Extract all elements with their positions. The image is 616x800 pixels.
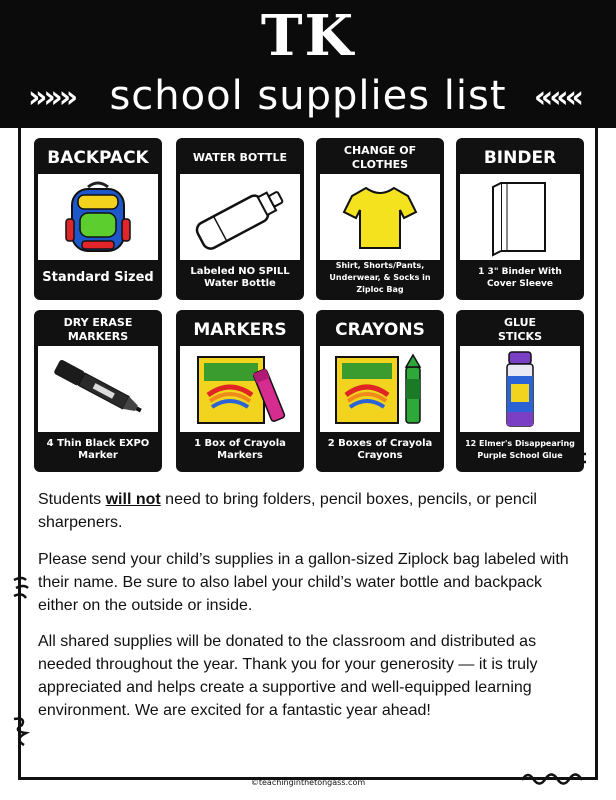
card-markers [176, 310, 304, 472]
paragraph-text: Students [38, 491, 106, 508]
card-caption: 1 3" Binder With Cover Sleeve [478, 267, 562, 289]
header-banner [0, 0, 616, 128]
card-water-bottle [176, 138, 304, 300]
card-dry-erase-markers [34, 310, 162, 472]
card-title: CHANGE OF CLOTHES [343, 144, 417, 171]
page-title: TK [260, 3, 356, 69]
card-caption: 1 Box of Crayola Markers [194, 438, 286, 461]
card-title: GLUE STICKS [497, 316, 543, 343]
card-title: DRY ERASE MARKERS [63, 316, 133, 343]
card-glue-sticks [456, 310, 584, 472]
card-caption: Standard Sized [42, 270, 154, 285]
emphasis-will-not: will not [105, 491, 161, 508]
paragraph-send-supplies: Please send your child’s supplies in a gallon-sized Ziplock bag labeled with their name. Be sure to also label your child’s water bottle and backpack either on the outside or inside. [38, 551, 569, 614]
scribble-bottom-left-icon [8, 715, 34, 751]
card-change-of-clothes [316, 138, 444, 300]
scribble-right-icon [570, 448, 590, 468]
scribble-left-icon [10, 574, 32, 604]
paragraph-no-bring [38, 488, 586, 534]
paragraph-shared-supplies: All shared supplies will be donated to the classroom and distributed as needed throughout the year. Thank you for your generosity — it is truly appreciated and helps create a supportive and well-equipped learning environment. We are excited for a fantastic year ahead! [38, 633, 538, 719]
chevrons-left-icon: »»» [28, 80, 75, 115]
page-subtitle: school supplies list [109, 73, 507, 119]
shirt-icon [320, 174, 440, 260]
card-crayons [316, 310, 444, 472]
card-title: CRAYONS [335, 320, 425, 340]
paragraph-text: need to bring folders, pencil boxes, pencils, or pencil sharpeners. [38, 491, 537, 531]
card-caption: Shirt, Shorts/Pants, Underwear, & Socks in Ziploc Bag [329, 261, 431, 294]
footer-credit: ©teachinginthetongass.com [250, 778, 366, 787]
water-bottle-icon [180, 174, 300, 260]
card-caption: 4 Thin Black EXPO Marker [46, 438, 150, 461]
markers-box-icon [180, 346, 300, 432]
card-backpack [34, 138, 162, 300]
card-title: WATER BOTTLE [192, 151, 288, 164]
binder-icon [460, 174, 580, 260]
card-caption: 12 Elmer's Disappearing Purple School Glue [465, 439, 575, 460]
dry-erase-marker-icon [38, 346, 158, 432]
chevrons-right-icon: ««« [533, 80, 580, 115]
glue-stick-icon [460, 346, 580, 432]
card-caption: 2 Boxes of Crayola Crayons [327, 438, 433, 461]
card-title: MARKERS [193, 320, 287, 340]
card-title: BACKPACK [47, 148, 149, 168]
backpack-icon [38, 174, 158, 260]
card-binder [456, 138, 584, 300]
card-title: BINDER [483, 148, 557, 168]
card-caption: Labeled NO SPILL Water Bottle [190, 266, 290, 289]
crayons-box-icon [320, 346, 440, 432]
